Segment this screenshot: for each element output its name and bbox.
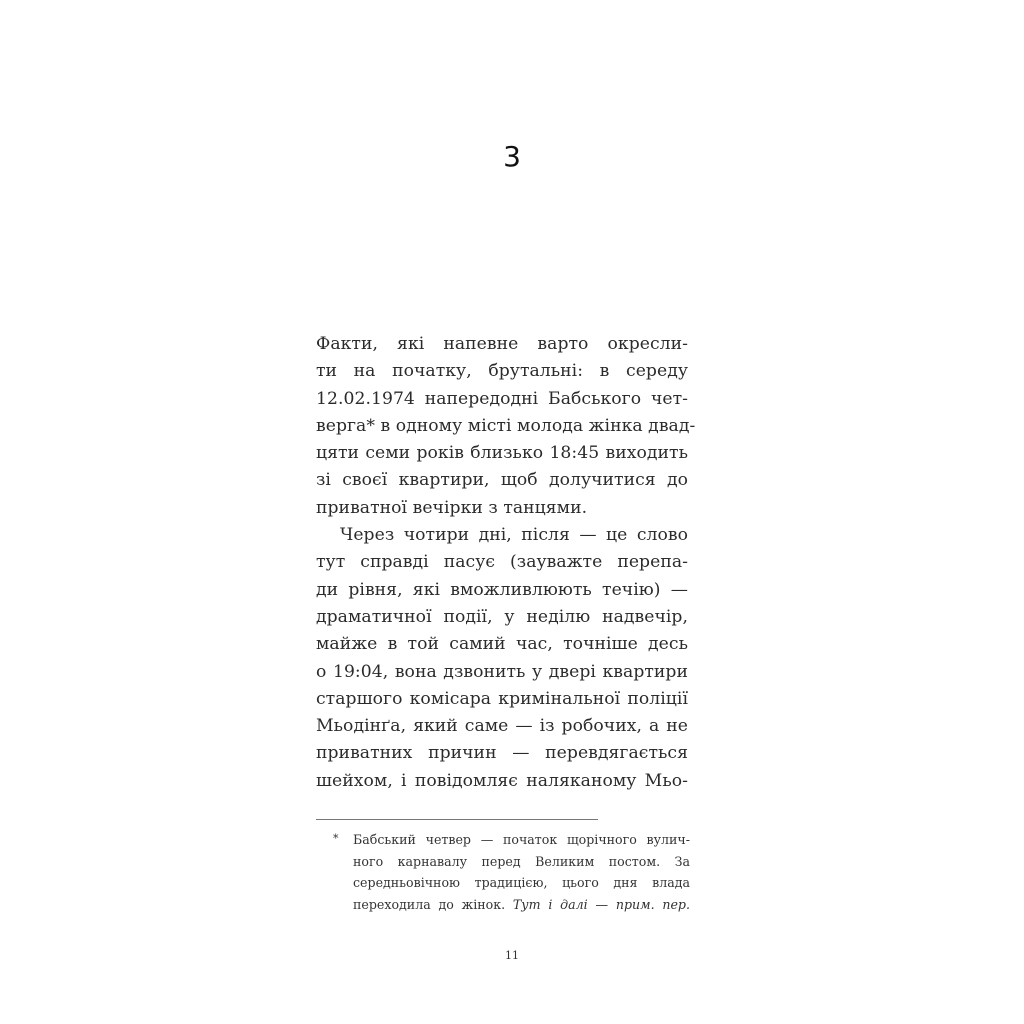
text-line: зі своєї квартири, щоб долучитися до — [316, 470, 688, 491]
translator-note: Тут і далі — прим. пер. — [512, 896, 690, 912]
text-line: ти на початку, брутальні: в середу — [316, 361, 688, 382]
text-line: цяти семи років близько 18:45 виходить — [316, 443, 688, 464]
text-line: тут справді пасує (зауважте перепа- — [316, 552, 688, 573]
text-line: Факти, які напевне варто окресли- — [316, 334, 688, 354]
text-line: приватних причин — перевдягається — [316, 743, 688, 764]
text-line: старшого комісара кримінальної поліції — [316, 688, 688, 709]
footnote-line: ного карнавалу перед Великим постом. За — [353, 853, 690, 869]
text-line: Через чотири дні, після — це слово — [340, 525, 688, 546]
text-line: майже в той самий час, точніше десь — [316, 634, 688, 655]
text-line: 12.02.1974 напередодні Бабського чет- — [316, 388, 688, 409]
text-line: Мьодінґа, який саме — із робочих, а не — [316, 716, 688, 737]
text-line: ди рівня, які вможливлюють течію) — — [316, 579, 688, 600]
text-line: о 19:04, вона дзвонить у двері квартири — [316, 661, 688, 682]
footnote-text: переходила до жінок. — [353, 896, 506, 912]
footnote-line — [353, 894, 690, 916]
footnote-marker: * — [333, 832, 339, 845]
text-line: приватної вечірки з танцями. — [316, 497, 588, 518]
footnote-line: середньовічною традицією, цього дня влада — [353, 875, 690, 890]
text-line: драматичної події, у неділю надвечір, — [316, 606, 688, 627]
page-number: 11 — [505, 949, 519, 962]
footnote — [316, 829, 690, 915]
text-line: верга* в одному місті молода жінка двад- — [316, 415, 696, 436]
chapter-number: 3 — [503, 140, 521, 173]
text-line: шейхом, і повідомляє наляканому Мьо- — [316, 770, 688, 791]
body-text — [316, 331, 696, 795]
footnote-line: Бабський четвер — початок щорічного вулич- — [353, 832, 690, 847]
footnote-divider — [316, 819, 598, 820]
